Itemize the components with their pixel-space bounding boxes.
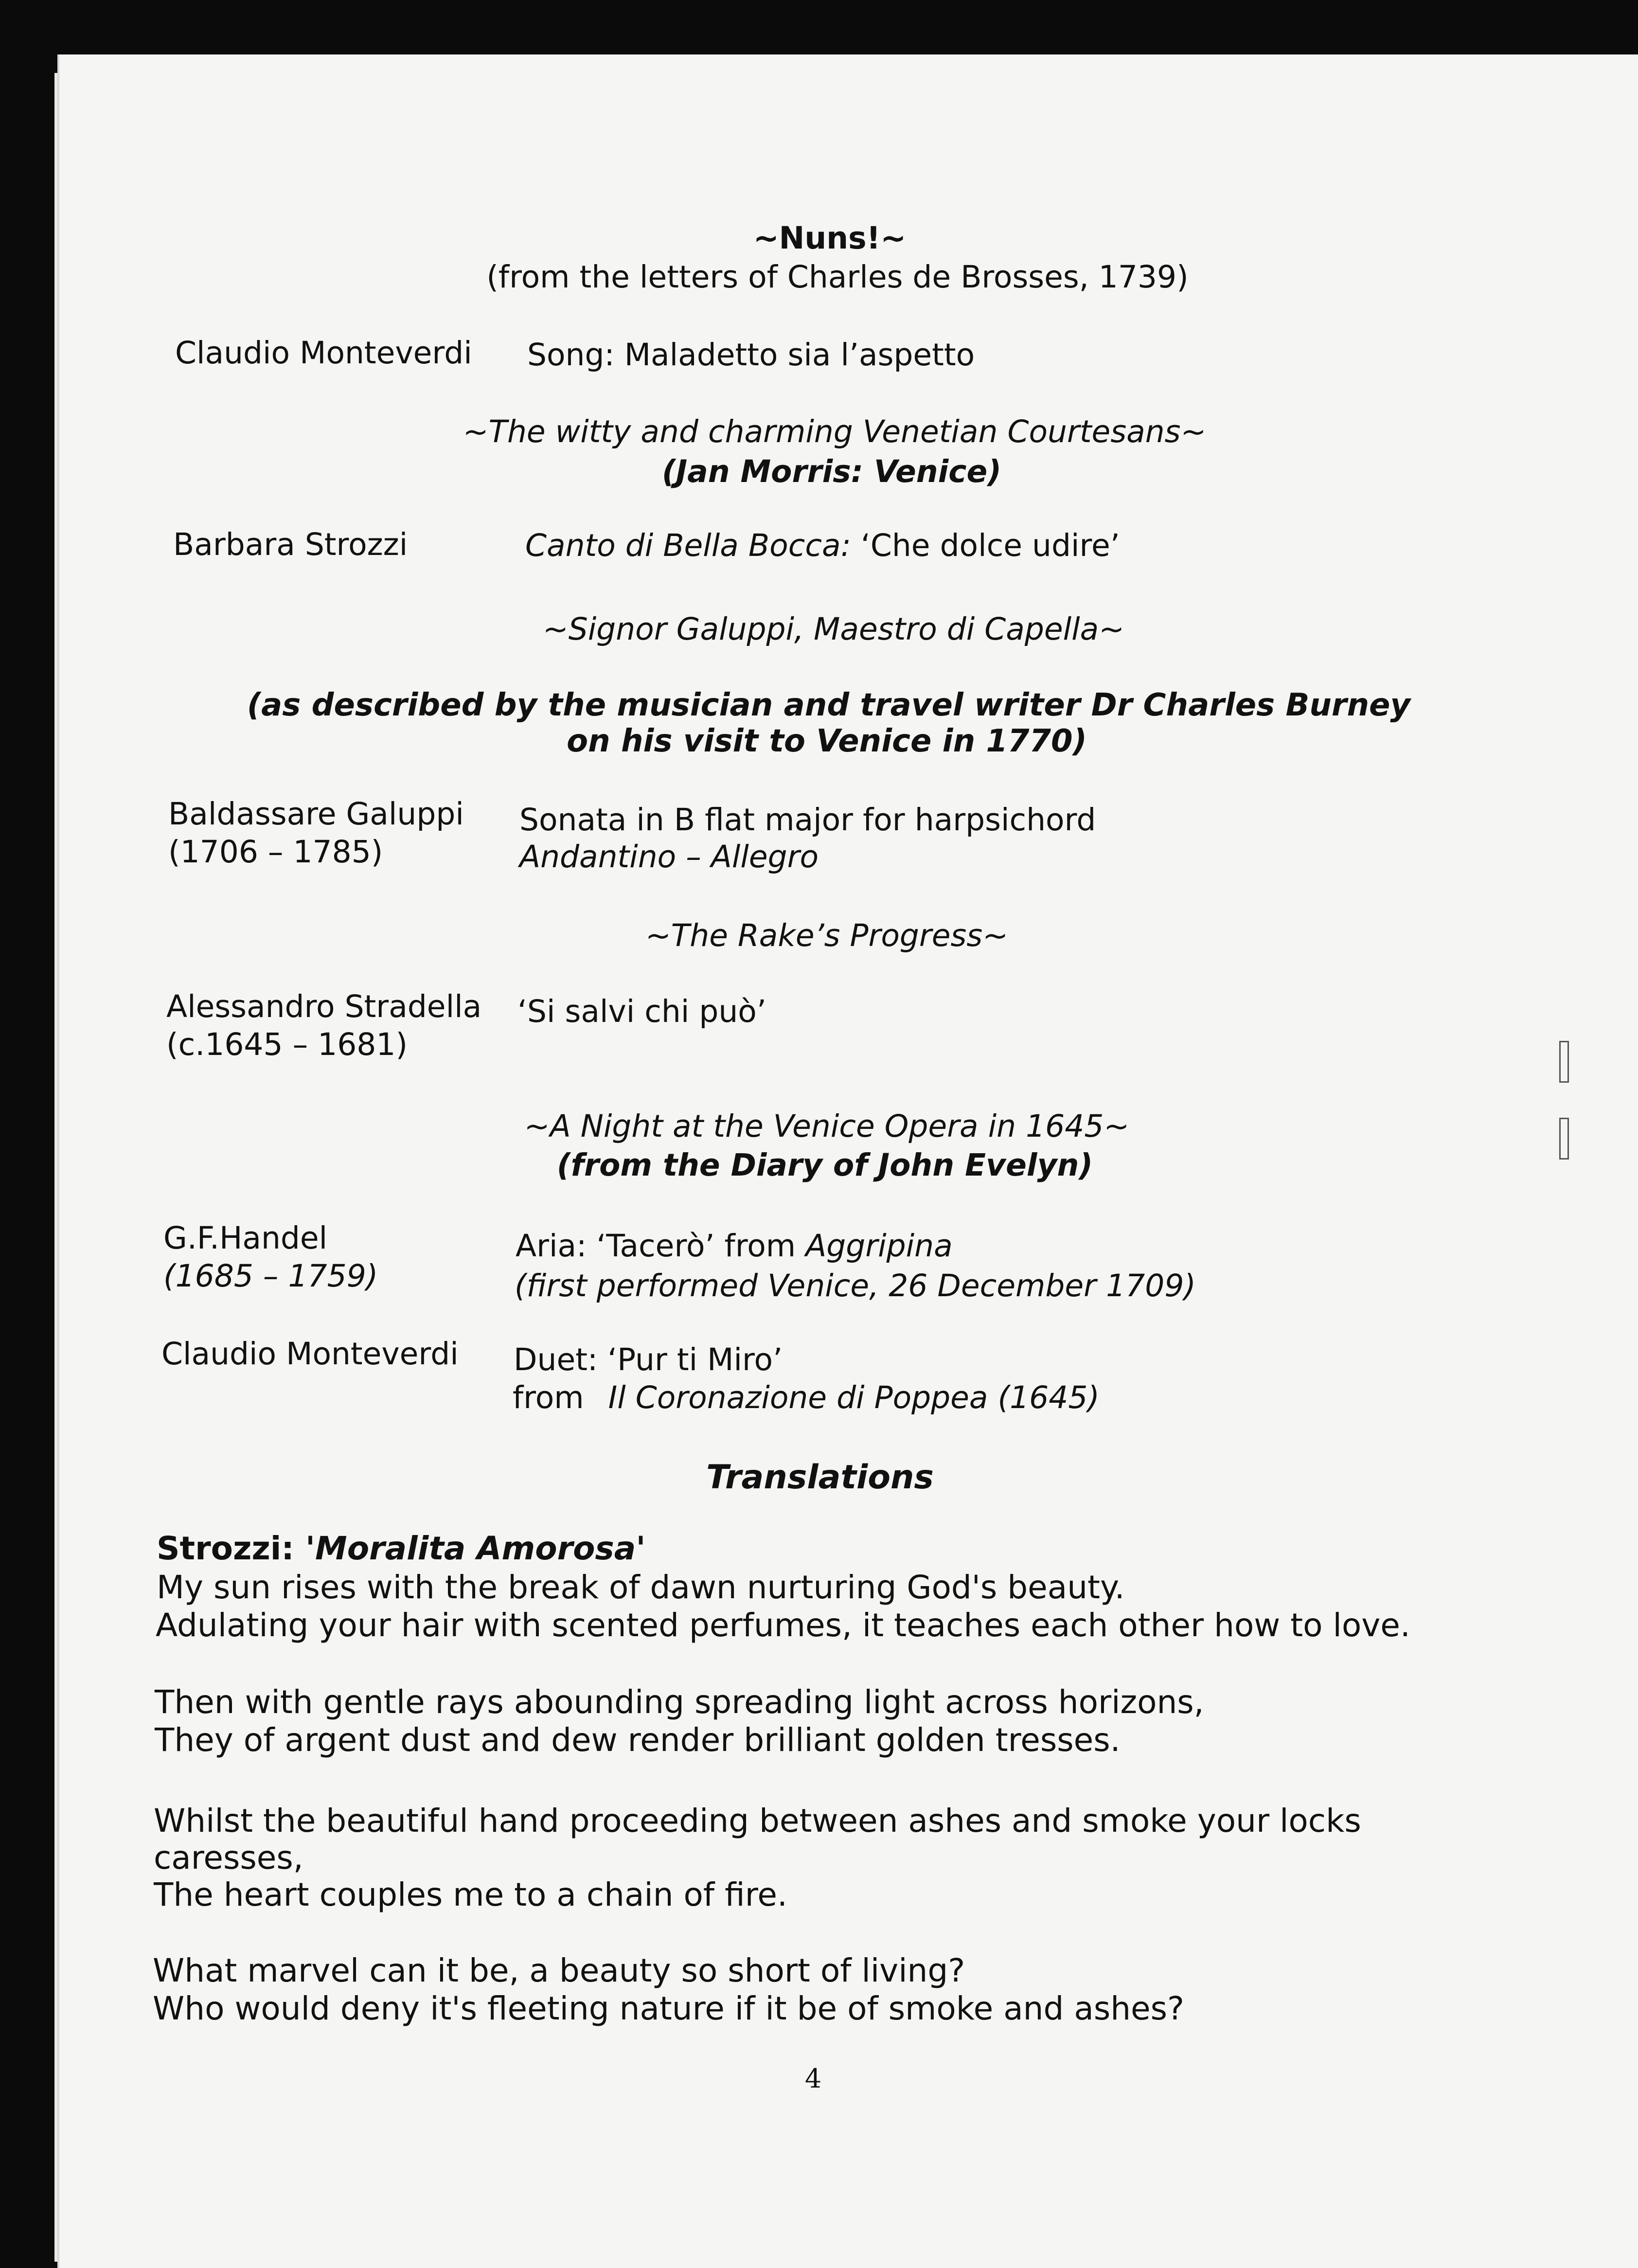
item5-work [516, 1227, 953, 1266]
item5-note: (first performed Venice, 26 December 1709) [515, 1268, 1196, 1304]
translation-piece-title [157, 1529, 646, 1568]
burney-line2: on his visit to Venice in 1770) [567, 723, 1087, 759]
translation-line-7: The heart couples me to a chain of fire. [154, 1876, 787, 1913]
item4-work: ‘Si salvi chi può’ [517, 994, 766, 1029]
item2-work [525, 526, 1120, 565]
nuns-heading: ~Nuns!~ [753, 220, 907, 256]
translation-piece-name: 'Moralita Amorosa' [305, 1530, 646, 1567]
item3-work: Sonata in B flat major for harpsichord [519, 802, 1096, 838]
item2-work-title: Canto di Bella Bocca: [525, 528, 851, 563]
item5-work-aria: Aria: ‘Tacerò’ from [516, 1228, 806, 1264]
item2-work-song: ‘Che dolce udire’ [851, 528, 1120, 563]
translation-line-5: Whilst the beautiful hand proceeding between ashes and smoke your locks [154, 1802, 1361, 1839]
item5-composer: G.F.Handel [163, 1220, 328, 1256]
translation-line-9: Who would deny it's fleeting nature if it be of smoke and ashes? [153, 1990, 1185, 2027]
translation-line-6: caresses, [154, 1839, 303, 1876]
opera-heading: ~A Night at the Venice Opera in 1645~ [524, 1108, 1130, 1144]
item1-composer: Claudio Monteverdi [175, 335, 472, 371]
item6-from-work: Il Coronazione di Poppea (1645) [608, 1380, 1100, 1415]
item3-movements: Andantino – Allegro [519, 839, 819, 875]
item4-dates: (c.1645 – 1681) [166, 1027, 408, 1062]
opera-source: (from the Diary of John Evelyn) [556, 1147, 1093, 1183]
translation-line-8: What marvel can it be, a beauty so short of living? [153, 1952, 965, 1989]
item6-from-label: from [513, 1380, 584, 1415]
item6-composer: Claudio Monteverdi [161, 1336, 459, 1372]
translation-line-4: They of argent dust and dew render brilliant golden tresses. [155, 1721, 1121, 1759]
galuppi-heading: ~Signor Galuppi, Maestro di Capella~ [542, 611, 1125, 647]
page-number: 4 [804, 2063, 822, 2094]
item5-dates: (1685 – 1759) [163, 1258, 378, 1294]
item2-composer: Barbara Strozzi [173, 527, 408, 562]
translation-line-2: Adulating your hair with scented perfumes, it teaches each other how to love. [156, 1607, 1410, 1644]
item6-from [513, 1378, 1100, 1417]
courtesans-heading: ~The witty and charming Venetian Courtesans~ [463, 414, 1207, 449]
rake-heading: ~The Rake’s Progress~ [645, 918, 1009, 953]
burney-line1: (as described by the musician and travel writer Dr Charles Burney [247, 687, 1411, 723]
courtesans-source: (Jan Morris: Venice) [661, 454, 1002, 489]
item3-dates: (1706 – 1785) [168, 834, 383, 870]
translations-heading: Translations [706, 1458, 934, 1497]
item4-composer: Alessandro Stradella [166, 989, 482, 1024]
translation-line-3: Then with gentle rays abounding spreading light across horizons, [155, 1683, 1204, 1721]
item1-work: Song: Maladetto sia l’aspetto [527, 337, 975, 373]
item6-work: Duet: ‘Pur ti Miro’ [514, 1342, 783, 1377]
nuns-source: (from the letters of Charles de Brosses, 1739) [486, 259, 1189, 295]
item3-composer: Baldassare Galuppi [168, 796, 464, 832]
translation-piece-label: Strozzi: [157, 1530, 294, 1567]
item5-work-opera: Aggripina [805, 1228, 953, 1264]
translation-line-1: My sun rises with the break of dawn nurturing God's beauty. [157, 1569, 1125, 1606]
